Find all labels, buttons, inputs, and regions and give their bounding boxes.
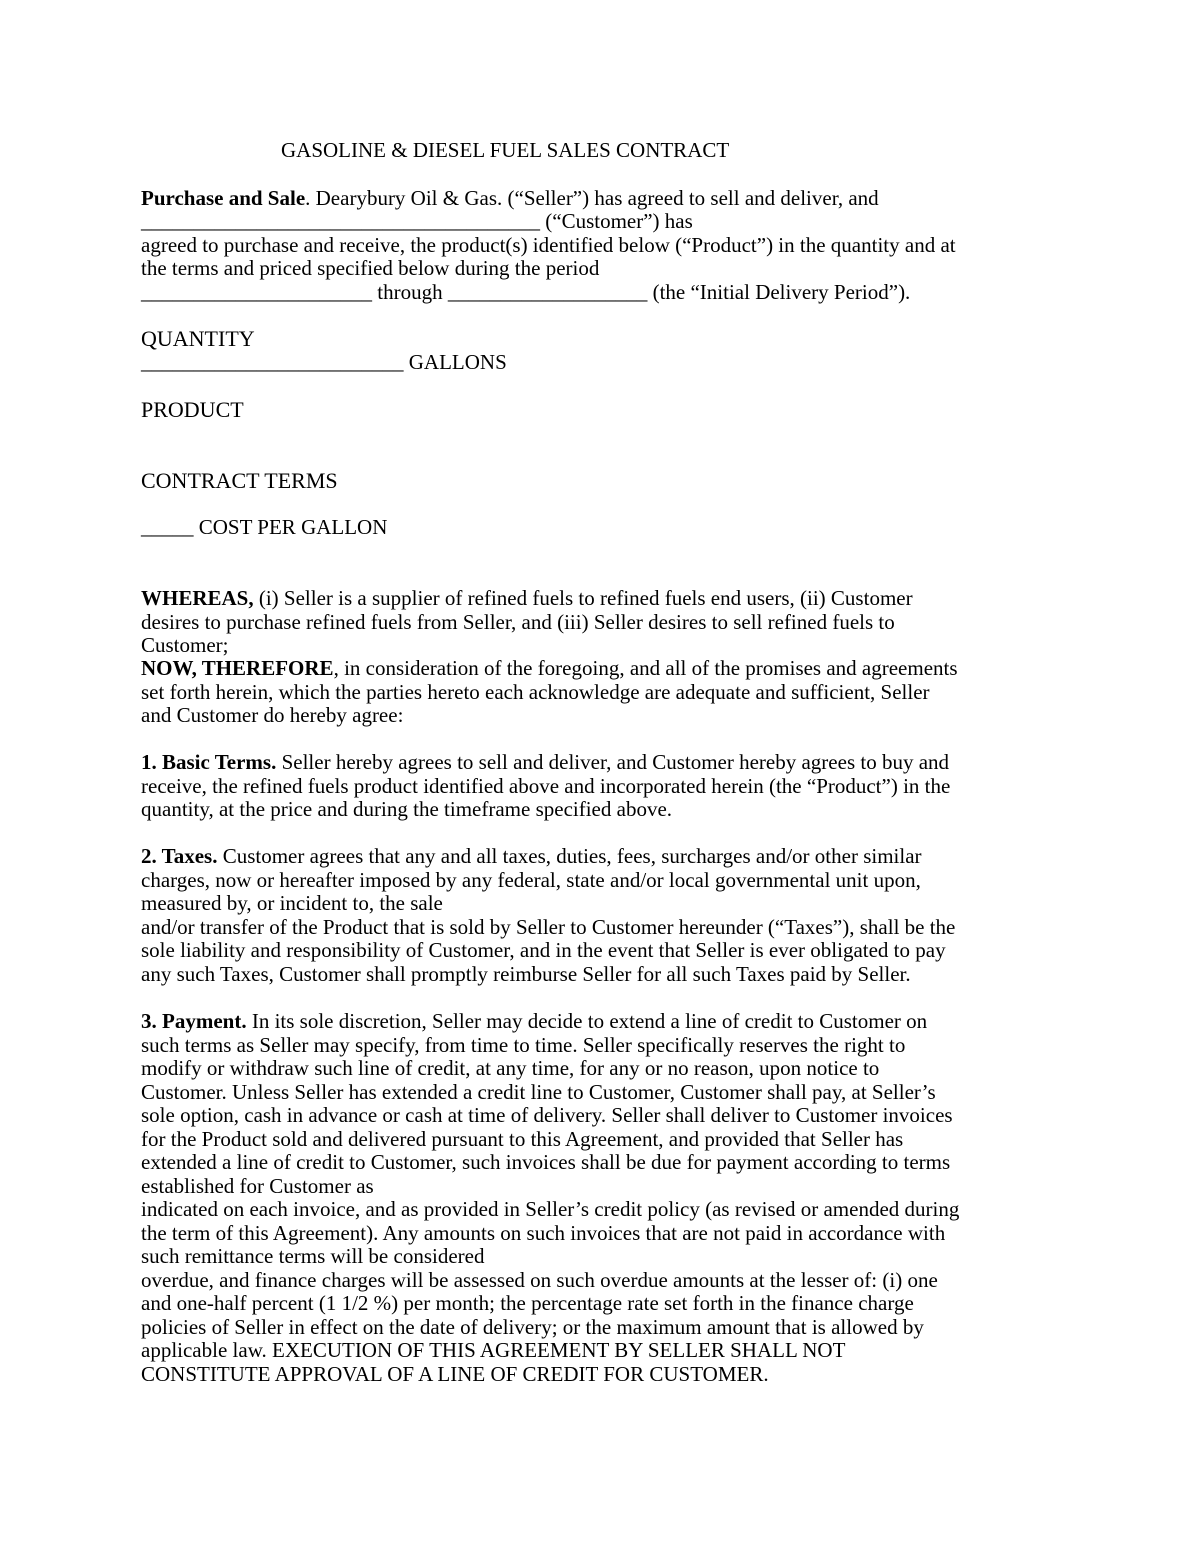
- section-2-label: 2. Taxes.: [141, 844, 218, 868]
- section-3-line-6: for the Product sold and delivered pursuant to this Agreement, and provided that Seller has: [141, 1127, 904, 1151]
- section-3-line-16: CONSTITUTE APPROVAL OF A LINE OF CREDIT FOR CUSTOMER.: [141, 1362, 769, 1386]
- cost-per-gallon-line: _____ COST PER GALLON: [141, 515, 388, 539]
- whereas-line-1: [141, 587, 913, 611]
- section-3-line-4: Customer. Unless Seller has extended a credit line to Customer, Customer shall pay, at Seller’s: [141, 1080, 936, 1104]
- purchase-line-2: ______________________________________ (“Customer”) has: [141, 209, 693, 233]
- quantity-line: _________________________ GALLONS: [141, 350, 507, 374]
- purchase-line-3: agreed to purchase and receive, the product(s) identified below (“Product”) in the quantity and at: [141, 233, 956, 257]
- purchase-line-1: [141, 187, 879, 211]
- section-3-line-15: applicable law. EXECUTION OF THIS AGREEMENT BY SELLER SHALL NOT: [141, 1338, 846, 1362]
- section-2-line-1: [141, 845, 922, 869]
- document-title: GASOLINE & DIESEL FUEL SALES CONTRACT: [281, 138, 730, 162]
- section-3-line-9: indicated on each invoice, and as provided in Seller’s credit policy (as revised or amended during: [141, 1197, 960, 1221]
- section-3-line-7: extended a line of credit to Customer, such invoices shall be due for payment according to terms: [141, 1150, 951, 1174]
- purchase-line-4: the terms and priced specified below during the period: [141, 256, 600, 280]
- section-1-line-1: [141, 751, 949, 775]
- now-therefore-line-1: [141, 657, 958, 681]
- now-therefore-line-2: set forth herein, which the parties hereto each acknowledge are adequate and sufficient, Seller: [141, 680, 930, 704]
- contract-terms-heading: CONTRACT TERMS: [141, 468, 338, 493]
- now-therefore-label: NOW, THEREFORE: [141, 656, 334, 680]
- section-3-line-13: and one-half percent (1 1/2 %) per month; the percentage rate set forth in the finance charge: [141, 1291, 914, 1315]
- section-2-line-6: any such Taxes, Customer shall promptly reimburse Seller for all such Taxes paid by Seller.: [141, 962, 911, 986]
- purchase-line-5: ______________________ through ___________________ (the “Initial Delivery Period”).: [141, 280, 911, 304]
- section-3-line-14: policies of Seller in effect on the date of delivery; or the maximum amount that is allowed by: [141, 1315, 924, 1339]
- whereas-line-2: desires to purchase refined fuels from Seller, and (iii) Seller desires to sell refined fuels to: [141, 610, 895, 634]
- whereas-label: WHEREAS,: [141, 586, 254, 610]
- section-3-line-1: [141, 1010, 927, 1034]
- quantity-heading: QUANTITY: [141, 326, 255, 351]
- purchase-heading: Purchase and Sale: [141, 186, 306, 210]
- section-3-line-12: overdue, and finance charges will be assessed on such overdue amounts at the lesser of: (i) one: [141, 1268, 938, 1292]
- section-3-line-3: modify or withdraw such line of credit, at any time, for any or no reason, upon notice to: [141, 1056, 880, 1080]
- section-2-line-5: sole liability and responsibility of Customer, and in the event that Seller is ever obligated to pay: [141, 938, 946, 962]
- now-therefore-line-3: and Customer do hereby agree:: [141, 703, 404, 727]
- section-2-text-1: Customer agrees that any and all taxes, duties, fees, surcharges and/or other similar: [217, 844, 922, 868]
- section-3-text-1: In its sole discretion, Seller may decide to extend a line of credit to Customer on: [246, 1009, 928, 1033]
- whereas-line-3: Customer;: [141, 633, 229, 657]
- section-1-line-3: quantity, at the price and during the timeframe specified above.: [141, 797, 673, 821]
- section-3-line-2: such terms as Seller may specify, from time to time. Seller specifically reserves the right to: [141, 1033, 906, 1057]
- purchase-text-1: . Dearybury Oil & Gas. (“Seller”) has agreed to sell and deliver, and: [305, 186, 879, 210]
- section-3-label: 3. Payment.: [141, 1009, 247, 1033]
- section-2-line-4: and/or transfer of the Product that is sold by Seller to Customer hereunder (“Taxes”), shall be the: [141, 915, 956, 939]
- section-1-label: 1. Basic Terms.: [141, 750, 277, 774]
- section-3-line-10: the term of this Agreement). Any amounts on such invoices that are not paid in accordance with: [141, 1221, 946, 1245]
- section-2-line-3: measured by, or incident to, the sale: [141, 891, 443, 915]
- section-1-text-1: Seller hereby agrees to sell and deliver, and Customer hereby agrees to buy and: [276, 750, 950, 774]
- section-3-line-8: established for Customer as: [141, 1174, 374, 1198]
- section-3-line-11: such remittance terms will be considered: [141, 1244, 485, 1268]
- product-heading: PRODUCT: [141, 397, 244, 422]
- section-2-line-2: charges, now or hereafter imposed by any federal, state and/or local governmental unit upon,: [141, 868, 921, 892]
- section-1-line-2: receive, the refined fuels product identified above and incorporated herein (the “Product”) in the: [141, 774, 951, 798]
- now-therefore-text-1: , in consideration of the foregoing, and all of the promises and agreements: [333, 656, 958, 680]
- whereas-text-1: (i) Seller is a supplier of refined fuels to refined fuels end users, (ii) Customer: [253, 586, 913, 610]
- section-3-line-5: sole option, cash in advance or cash at time of delivery. Seller shall deliver to Customer invoices: [141, 1103, 953, 1127]
